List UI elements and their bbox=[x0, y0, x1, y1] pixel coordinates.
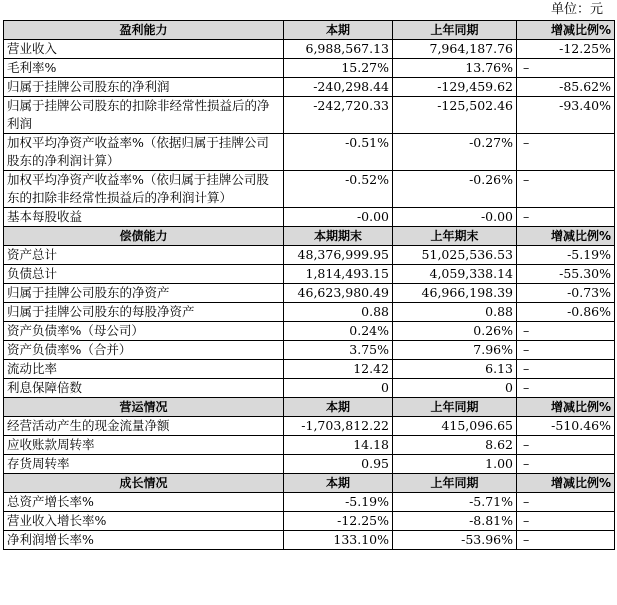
table-row bbox=[4, 265, 615, 284]
current-value: 3.75% bbox=[284, 341, 393, 360]
prior-value: -0.00 bbox=[393, 208, 517, 227]
prior-value: 7.96% bbox=[393, 341, 517, 360]
row-label: 基本每股收益 bbox=[4, 208, 284, 227]
row-label: 加权平均净资产收益率%（依据归属于挂牌公司股东的净利润计算） bbox=[4, 134, 284, 171]
row-label: 存货周转率 bbox=[4, 455, 284, 474]
table-body bbox=[4, 21, 615, 550]
prior-period-header: 上年同期 bbox=[393, 474, 517, 493]
table-row bbox=[4, 303, 615, 322]
table-row bbox=[4, 208, 615, 227]
change-percent: – bbox=[517, 512, 615, 531]
current-value: 1,814,493.15 bbox=[284, 265, 393, 284]
row-label: 流动比率 bbox=[4, 360, 284, 379]
current-value: 133.10% bbox=[284, 531, 393, 550]
table-row bbox=[4, 455, 615, 474]
current-value: 0.95 bbox=[284, 455, 393, 474]
current-value: 0 bbox=[284, 379, 393, 398]
current-value: 46,623,980.49 bbox=[284, 284, 393, 303]
row-label: 归属于挂牌公司股东的扣除非经常性损益后的净利润 bbox=[4, 97, 284, 134]
row-label: 负债总计 bbox=[4, 265, 284, 284]
change-percent: -0.86% bbox=[517, 303, 615, 322]
row-label: 应收账款周转率 bbox=[4, 436, 284, 455]
financial-indicators-table bbox=[3, 20, 615, 550]
prior-value: 7,964,187.76 bbox=[393, 40, 517, 59]
change-percent-header: 增减比例% bbox=[517, 398, 615, 417]
table-row bbox=[4, 284, 615, 303]
section-header-row bbox=[4, 227, 615, 246]
prior-value: 4,059,338.14 bbox=[393, 265, 517, 284]
current-value: -240,298.44 bbox=[284, 78, 393, 97]
row-label: 加权平均净资产收益率%（依归属于挂牌公司股东的扣除非经常性损益后的净利润计算） bbox=[4, 171, 284, 208]
current-value: -12.25% bbox=[284, 512, 393, 531]
change-percent: -85.62% bbox=[517, 78, 615, 97]
change-percent: – bbox=[517, 493, 615, 512]
table-row bbox=[4, 171, 615, 208]
current-value: -5.19% bbox=[284, 493, 393, 512]
row-label: 总资产增长率% bbox=[4, 493, 284, 512]
current-value: -242,720.33 bbox=[284, 97, 393, 134]
change-percent: – bbox=[517, 208, 615, 227]
change-percent-header: 增减比例% bbox=[517, 474, 615, 493]
row-label: 毛利率% bbox=[4, 59, 284, 78]
row-label: 净利润增长率% bbox=[4, 531, 284, 550]
current-value: 15.27% bbox=[284, 59, 393, 78]
table-row bbox=[4, 97, 615, 134]
table-row bbox=[4, 40, 615, 59]
current-value: 14.18 bbox=[284, 436, 393, 455]
prior-value: 6.13 bbox=[393, 360, 517, 379]
prior-value: 13.76% bbox=[393, 59, 517, 78]
change-percent: -510.46% bbox=[517, 417, 615, 436]
table-row bbox=[4, 417, 615, 436]
prior-value: 0.26% bbox=[393, 322, 517, 341]
prior-value: -8.81% bbox=[393, 512, 517, 531]
prior-value: 46,966,198.39 bbox=[393, 284, 517, 303]
table-row bbox=[4, 341, 615, 360]
current-value: -0.51% bbox=[284, 134, 393, 171]
change-percent: – bbox=[517, 436, 615, 455]
prior-value: -129,459.62 bbox=[393, 78, 517, 97]
table-row bbox=[4, 531, 615, 550]
row-label: 利息保障倍数 bbox=[4, 379, 284, 398]
prior-value: 51,025,536.53 bbox=[393, 246, 517, 265]
current-value: -0.52% bbox=[284, 171, 393, 208]
table-row bbox=[4, 59, 615, 78]
current-value: 0.24% bbox=[284, 322, 393, 341]
table-row bbox=[4, 493, 615, 512]
row-label: 资产负债率%（母公司） bbox=[4, 322, 284, 341]
prior-period-header: 上年同期 bbox=[393, 21, 517, 40]
section-header: 营运情况 bbox=[4, 398, 284, 417]
current-period-header: 本期 bbox=[284, 474, 393, 493]
prior-value: -0.27% bbox=[393, 134, 517, 171]
change-percent: – bbox=[517, 379, 615, 398]
prior-period-header: 上年同期 bbox=[393, 398, 517, 417]
change-percent: – bbox=[517, 531, 615, 550]
prior-value: -125,502.46 bbox=[393, 97, 517, 134]
section-header: 成长情况 bbox=[4, 474, 284, 493]
section-header: 盈利能力 bbox=[4, 21, 284, 40]
current-value: -0.00 bbox=[284, 208, 393, 227]
row-label: 归属于挂牌公司股东的净利润 bbox=[4, 78, 284, 97]
current-value: -1,703,812.22 bbox=[284, 417, 393, 436]
table-row bbox=[4, 512, 615, 531]
table-row bbox=[4, 436, 615, 455]
change-percent: – bbox=[517, 59, 615, 78]
row-label: 资产负债率%（合并） bbox=[4, 341, 284, 360]
change-percent-header: 增减比例% bbox=[517, 21, 615, 40]
row-label: 经营活动产生的现金流量净额 bbox=[4, 417, 284, 436]
table-row bbox=[4, 78, 615, 97]
current-value: 6,988,567.13 bbox=[284, 40, 393, 59]
row-label: 营业收入 bbox=[4, 40, 284, 59]
current-period-header: 本期 bbox=[284, 398, 393, 417]
prior-value: 0 bbox=[393, 379, 517, 398]
current-value: 48,376,999.95 bbox=[284, 246, 393, 265]
section-header-row bbox=[4, 398, 615, 417]
section-header-row bbox=[4, 21, 615, 40]
change-percent: -0.73% bbox=[517, 284, 615, 303]
table-row bbox=[4, 379, 615, 398]
change-percent: -12.25% bbox=[517, 40, 615, 59]
prior-value: 1.00 bbox=[393, 455, 517, 474]
table-row bbox=[4, 360, 615, 379]
row-label: 资产总计 bbox=[4, 246, 284, 265]
section-header: 偿债能力 bbox=[4, 227, 284, 246]
prior-value: -0.26% bbox=[393, 171, 517, 208]
section-header-row bbox=[4, 474, 615, 493]
current-period-header: 本期 bbox=[284, 21, 393, 40]
unit-label: 单位：元 bbox=[550, 2, 603, 17]
prior-period-header: 上年期末 bbox=[393, 227, 517, 246]
change-percent: -55.30% bbox=[517, 265, 615, 284]
prior-value: 8.62 bbox=[393, 436, 517, 455]
change-percent: – bbox=[517, 341, 615, 360]
change-percent-header: 增减比例% bbox=[517, 227, 615, 246]
change-percent: – bbox=[517, 360, 615, 379]
row-label: 归属于挂牌公司股东的每股净资产 bbox=[4, 303, 284, 322]
row-label: 归属于挂牌公司股东的净资产 bbox=[4, 284, 284, 303]
current-value: 12.42 bbox=[284, 360, 393, 379]
current-value: 0.88 bbox=[284, 303, 393, 322]
prior-value: -5.71% bbox=[393, 493, 517, 512]
change-percent: -93.40% bbox=[517, 97, 615, 134]
table-row bbox=[4, 322, 615, 341]
change-percent: – bbox=[517, 171, 615, 208]
table-row bbox=[4, 134, 615, 171]
current-period-header: 本期期末 bbox=[284, 227, 393, 246]
prior-value: 415,096.65 bbox=[393, 417, 517, 436]
change-percent: – bbox=[517, 134, 615, 171]
change-percent: – bbox=[517, 455, 615, 474]
change-percent: – bbox=[517, 322, 615, 341]
prior-value: -53.96% bbox=[393, 531, 517, 550]
prior-value: 0.88 bbox=[393, 303, 517, 322]
change-percent: -5.19% bbox=[517, 246, 615, 265]
row-label: 营业收入增长率% bbox=[4, 512, 284, 531]
table-row bbox=[4, 246, 615, 265]
